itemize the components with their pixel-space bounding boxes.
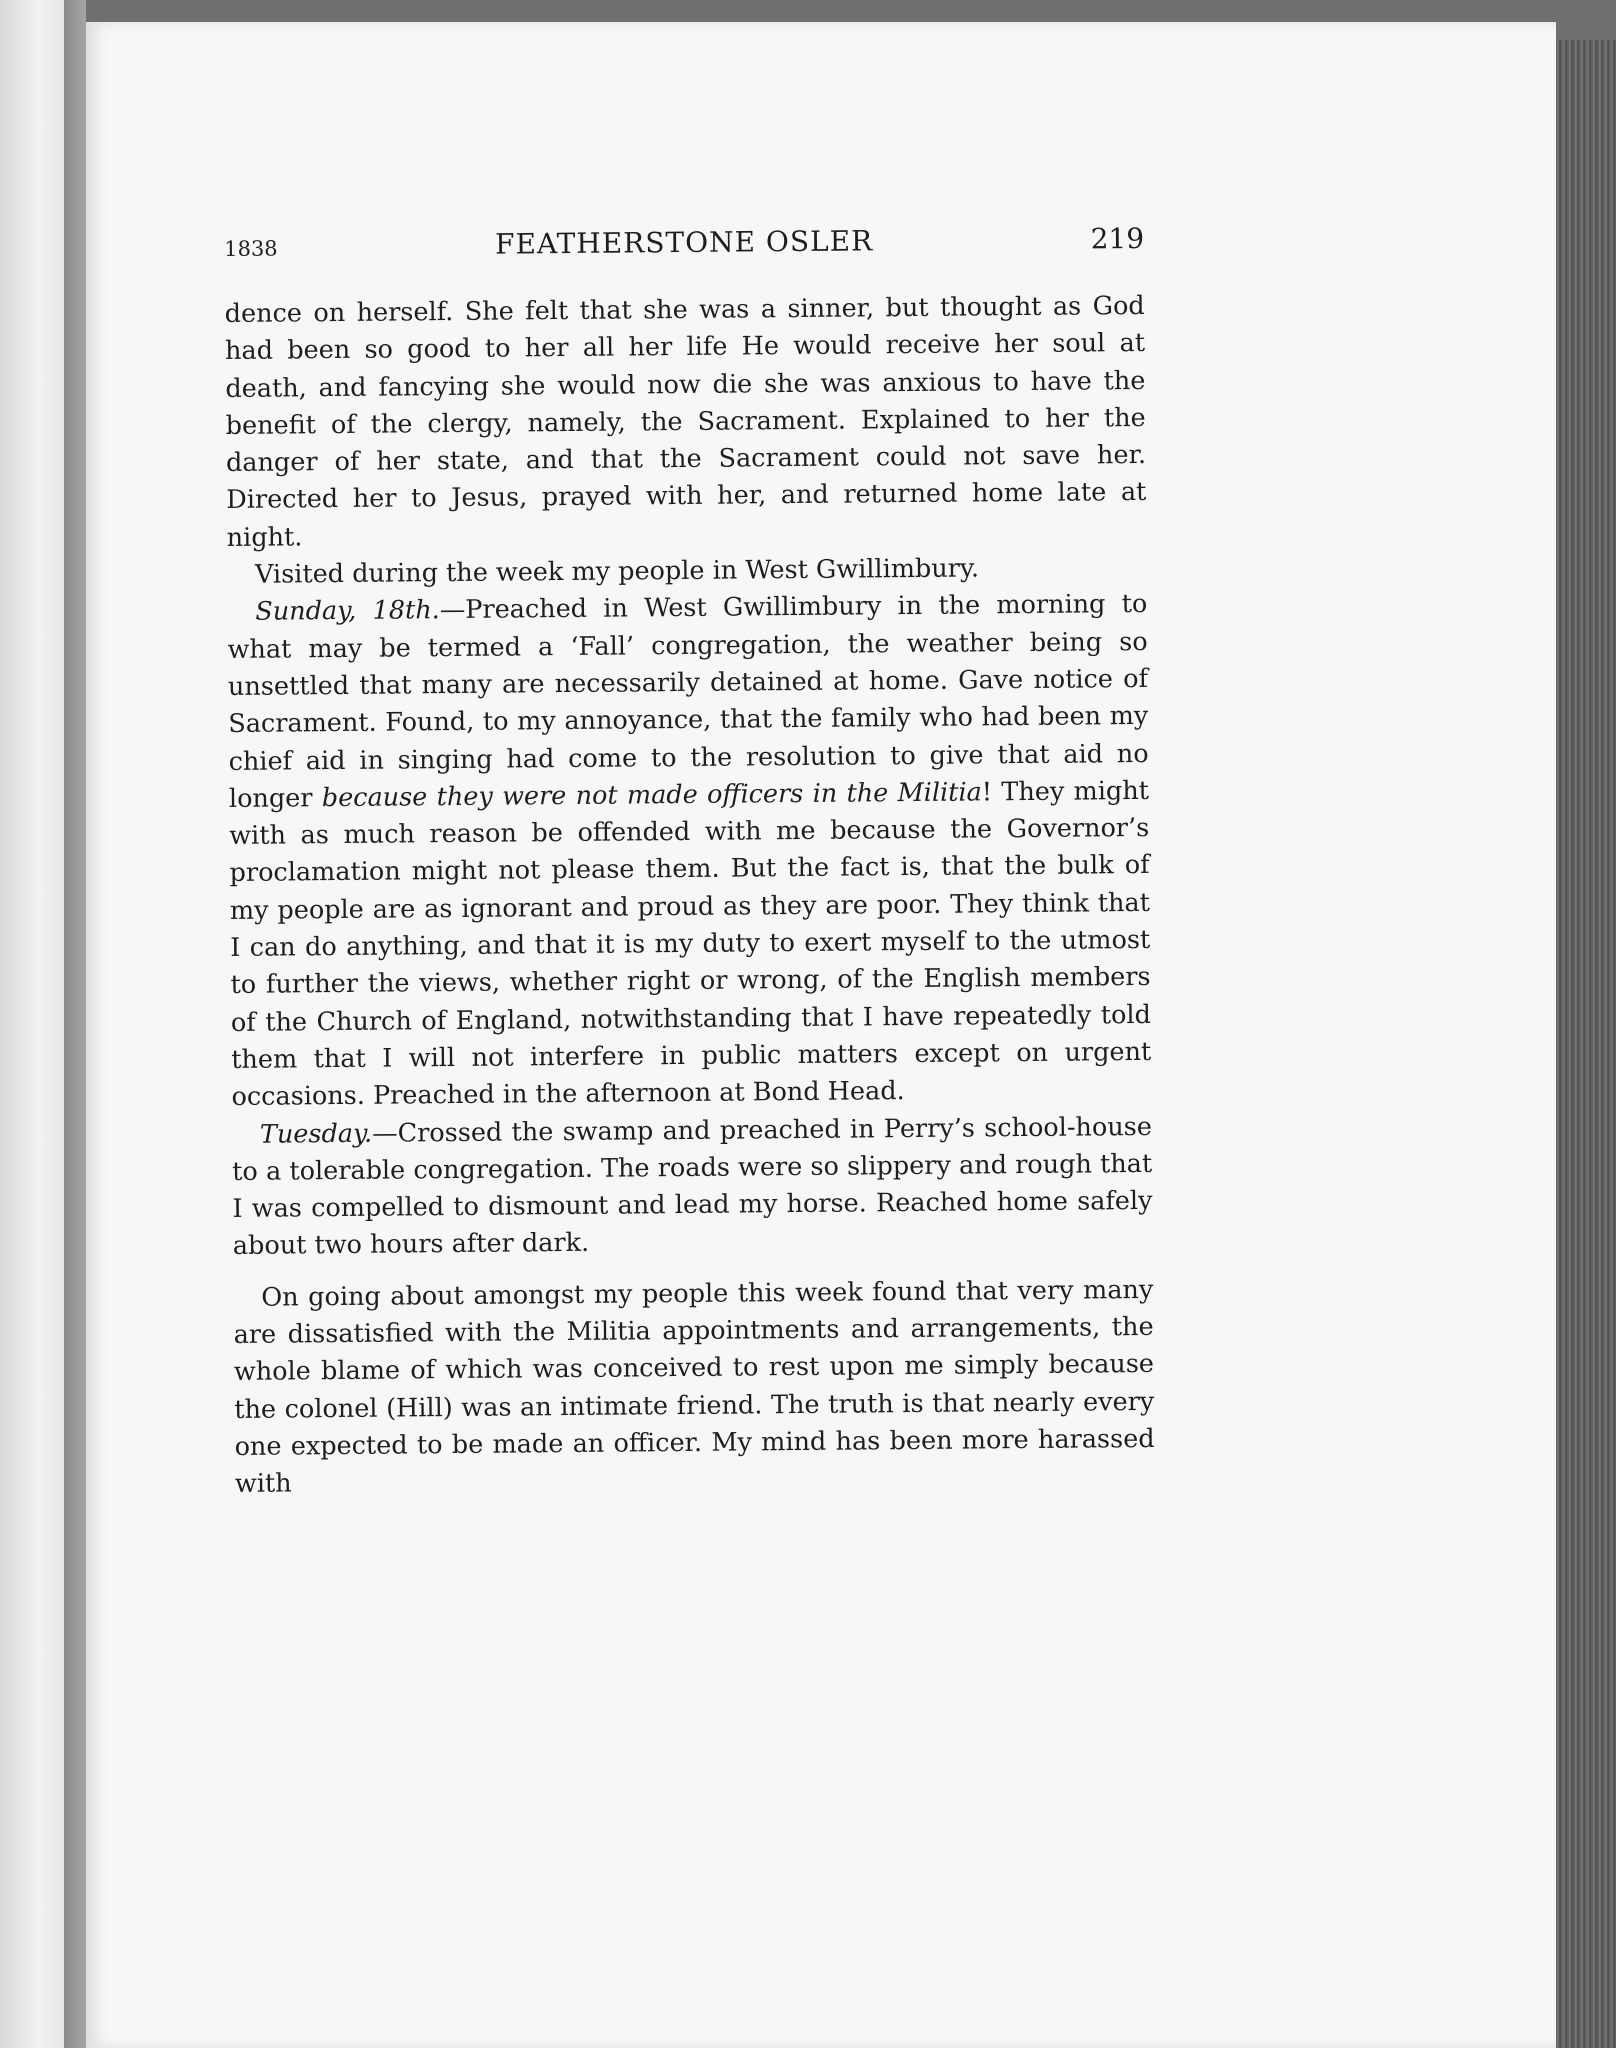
entry-date: Sunday, 18th. (255, 595, 440, 628)
facing-page-edge (0, 0, 64, 2048)
running-head-title: FEATHERSTONE OSLER (494, 224, 874, 261)
paragraph-militia (233, 1272, 1155, 1504)
page-number: 219 (1090, 221, 1145, 256)
page-content (224, 222, 1155, 1503)
italic-phrase: because they were not made officers in the Militia (321, 777, 982, 814)
entry-date: Tuesday. (259, 1118, 373, 1150)
paragraph-text: —Preached in West Gwillimbury in the morning to what may be termed a ‘Fall’ congregation, the weather being so unsettled that many are necessarily detained at home. Gave notice of Sacrament. Found, to my annoyance, that the family who had been my chief aid in singing had come to the resolution to give that aid no longer (227, 589, 1149, 814)
paragraph-text: Visited during the week my people in West Gwillimbury. (254, 553, 980, 590)
paragraph-text: ! They might with as much reason be offended with me because the Governor’s proclamation might not please them. But the fact is, that the bulk of my people are as ignorant and proud as they are poor. They think that I can do anything, and that it is my duty to exert myself to the utmost to further the views, whether right or wrong, of the English members of the Church of England, notwithstanding that I have repeatedly told them that I will not interfere in public matters except on urgent occasions. Preached in the afternoon at Bond Head. (229, 775, 1152, 1113)
paragraph-text: On going about amongst my people this week found that very many are dissatisfied with the Militia appointments and arrangements, the whole blame of which was conceived to rest upon me simply because the colonel (Hill) was an intimate friend. The truth is that nearly every one expected to be made an officer. My mind has been more harassed with (233, 1274, 1155, 1500)
running-head-year: 1838 (224, 236, 278, 261)
body-text (225, 288, 1156, 1503)
paragraph-text: dence on herself. She felt that she was a sinner, but thought as God had been so good to her all her life He would receive her soul at death, and fancying she would now die she was anxious to have the benefit of the clergy, namely, the Sacrament. Explained to her the danger of her state, and that the Sacrament could not save her. Directed her to Jesus, prayed with her, and returned home late at night. (224, 290, 1147, 553)
paragraph-sunday (227, 586, 1152, 1116)
paragraph-tuesday (232, 1108, 1153, 1265)
page-stack-edges (1556, 40, 1616, 2048)
paragraph-continuation (225, 288, 1147, 557)
paragraph-text: —Crossed the swamp and preached in Perry’s school-house to a tolerable congregation. The roads were so slippery and rough that I was compelled to dismount and lead my horse. Reached home safely about two hours after dark. (232, 1111, 1153, 1262)
gutter-shadow (64, 0, 86, 2048)
running-head (224, 222, 1144, 290)
